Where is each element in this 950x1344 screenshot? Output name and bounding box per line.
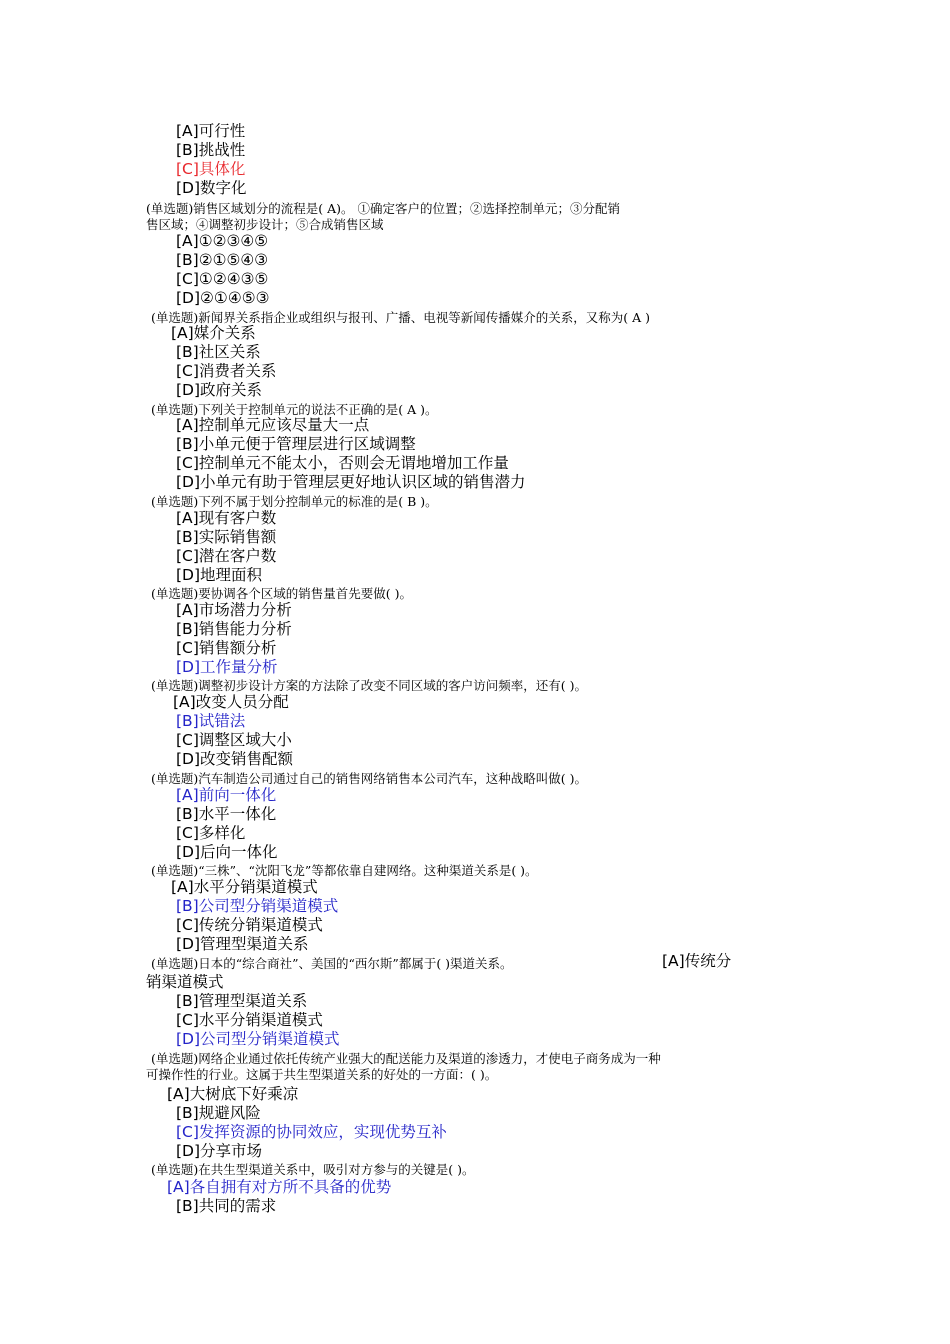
answer-option (146, 973, 224, 992)
option-text: [D]政府关系 (176, 381, 263, 399)
answer-option (176, 750, 293, 769)
option-text: [D]②①④⑤③ (176, 289, 270, 307)
question-line (151, 863, 538, 879)
answer-option (176, 1197, 276, 1216)
answer-option (176, 1142, 262, 1161)
question-line (151, 771, 587, 787)
question-text: (单选题)新闻界关系指企业或组织与报刊、广播、电视等新闻传播媒介的关系，又称为( A ) (151, 310, 650, 325)
answer-option (176, 381, 262, 400)
answer-option (171, 324, 256, 343)
answer-option (167, 1178, 391, 1197)
answer-option (176, 1104, 261, 1123)
answer-option (176, 916, 323, 935)
option-text: [B]挑战性 (176, 141, 246, 159)
answer-option (176, 473, 526, 492)
option-text: [B]小单元便于管理层进行区域调整 (176, 435, 416, 453)
answer-option (176, 601, 292, 620)
question-text: (单选题)调整初步设计方案的方法除了改变不同区域的客户访问频率，还有( )。 (151, 678, 587, 693)
option-text: [A]市场潜力分析 (176, 601, 292, 619)
question-text: 可操作性的行业。这属于共生型渠道关系的好处的一方面：( )。 (146, 1067, 498, 1082)
answer-option (176, 620, 292, 639)
answer-option (176, 712, 245, 731)
option-text: [A]前向一体化 (176, 786, 277, 804)
answer-option (167, 1085, 298, 1104)
question-line (151, 494, 438, 510)
option-text: [D]后向一体化 (176, 843, 278, 861)
question-text: 售区域；④调整初步设计；⑤合成销售区域 (146, 217, 384, 232)
option-text: [A]水平分销渠道模式 (171, 878, 318, 896)
question-line (151, 1162, 474, 1178)
answer-option (176, 416, 369, 435)
option-text: [C]调整区域大小 (176, 731, 292, 749)
answer-option (176, 122, 245, 141)
option-text: [C]消费者关系 (176, 362, 277, 380)
answer-option (176, 435, 416, 454)
answer-option (176, 897, 338, 916)
option-text: [B]实际销售额 (176, 528, 277, 546)
option-text: [D]管理型渠道关系 (176, 935, 309, 953)
answer-option (176, 454, 509, 473)
option-text: [A]①②③④⑤ (176, 232, 269, 250)
option-text: [A]可行性 (176, 122, 246, 140)
option-text: [D]公司型分销渠道模式 (176, 1030, 340, 1048)
question-line (146, 217, 384, 233)
option-text: [B]公司型分销渠道模式 (176, 897, 339, 915)
question-text: (单选题)要协调各个区域的销售量首先要做( )。 (151, 586, 412, 601)
question-line (151, 678, 587, 694)
answer-option (176, 509, 276, 528)
question-text: (单选题)汽车制造公司通过自己的销售网络销售本公司汽车，这种战略叫做( )。 (151, 771, 587, 786)
option-text: [C]传统分销渠道模式 (176, 916, 323, 934)
option-text: [D]数字化 (176, 179, 247, 197)
question-line (151, 952, 732, 972)
option-text: [B]规避风险 (176, 1104, 261, 1122)
option-text: [C]控制单元不能太小，否则会无谓地增加工作量 (176, 454, 509, 472)
answer-option (176, 251, 268, 270)
option-text: [C]销售额分析 (176, 639, 277, 657)
answer-option (176, 232, 268, 251)
answer-option (176, 786, 276, 805)
option-text: [C]具体化 (176, 160, 246, 178)
answer-option (176, 805, 276, 824)
answer-option (176, 179, 247, 198)
option-text: [D]分享市场 (176, 1142, 263, 1160)
question-line (151, 586, 412, 602)
option-text: [D]工作量分析 (176, 658, 278, 676)
option-text: [A]控制单元应该尽量大一点 (176, 416, 370, 434)
option-text: [A]各自拥有对方所不具备的优势 (167, 1178, 392, 1196)
answer-option (176, 566, 262, 585)
option-text: [C]潜在客户数 (176, 547, 277, 565)
option-text: [D]地理面积 (176, 566, 263, 584)
answer-option (173, 693, 289, 712)
question-text: (单选题)日本的“综合商社”、美国的“西尔斯”都属于( )渠道关系。 (151, 956, 513, 971)
option-text: [B]销售能力分析 (176, 620, 292, 638)
question-line (151, 1051, 661, 1067)
option-text: [D]改变销售配额 (176, 750, 294, 768)
question-line (146, 1067, 497, 1083)
option-text: [B]②①⑤④③ (176, 251, 269, 269)
answer-option (176, 362, 276, 381)
option-text: [B]管理型渠道关系 (176, 992, 308, 1010)
option-text: [A]现有客户数 (176, 509, 277, 527)
answer-option (176, 639, 276, 658)
option-text: [B]共同的需求 (176, 1197, 277, 1215)
option-text: [A]大树底下好乘凉 (167, 1085, 299, 1103)
answer-option (176, 843, 278, 862)
option-text: [A]媒介关系 (171, 324, 256, 342)
question-text: (单选题)网络企业通过依托传统产业强大的配送能力及渠道的渗透力，才使电子商务成为一种 (151, 1051, 661, 1066)
question-text: (单选题)“三株”、“沈阳飞龙”等都依靠自建网络。这种渠道关系是( )。 (151, 863, 538, 878)
answer-option (176, 547, 276, 566)
question-text: (单选题)下列关于控制单元的说法不正确的是( A )。 (151, 402, 438, 417)
question-text: (单选题)下列不属于划分控制单元的标准的是( B )。 (151, 494, 438, 509)
answer-option (176, 935, 309, 954)
option-text: 销渠道模式 (146, 973, 224, 991)
option-text: [D]小单元有助于管理层更好地认识区域的销售潜力 (176, 473, 526, 491)
answer-option (176, 658, 278, 677)
option-text: [C]水平分销渠道模式 (176, 1011, 323, 1029)
inline-option-text: [A]传统分 (662, 952, 732, 970)
answer-option (176, 992, 307, 1011)
option-text: [C]①②④③⑤ (176, 270, 269, 288)
option-text: [C]发挥资源的协同效应，实现优势互补 (176, 1123, 447, 1141)
question-text: (单选题)在共生型渠道关系中，吸引对方参与的关键是( )。 (151, 1162, 475, 1177)
answer-option (176, 1011, 323, 1030)
answer-option (176, 731, 292, 750)
option-text: [A]改变人员分配 (173, 693, 289, 711)
answer-option (176, 1030, 340, 1049)
answer-option (176, 343, 261, 362)
answer-option (176, 824, 245, 843)
answer-option (176, 528, 276, 547)
question-text: (单选题)销售区域划分的流程是( A)。 ①确定客户的位置；②选择控制单元；③分配销 (146, 201, 620, 216)
question-line (146, 201, 620, 217)
answer-option (176, 160, 245, 179)
answer-option (176, 141, 245, 160)
option-text: [B]水平一体化 (176, 805, 277, 823)
option-text: [B]社区关系 (176, 343, 261, 361)
option-text: [C]多样化 (176, 824, 246, 842)
option-text: [B]试错法 (176, 712, 246, 730)
answer-option (176, 289, 270, 308)
answer-option (171, 878, 318, 897)
answer-option (176, 1123, 447, 1142)
answer-option (176, 270, 268, 289)
